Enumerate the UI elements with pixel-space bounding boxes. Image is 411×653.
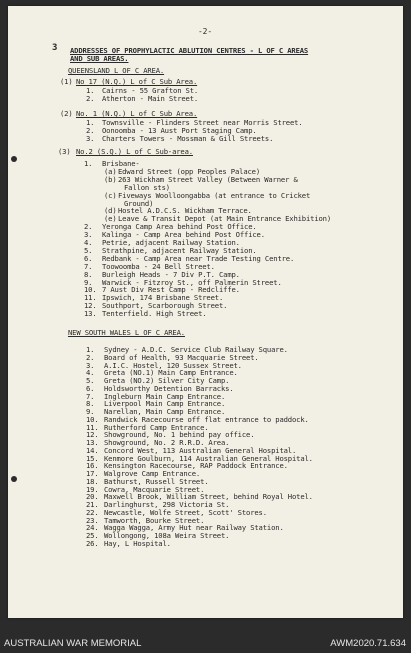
item-number: (e)	[104, 214, 117, 224]
group-title: No. 1 (N.Q.) L of C Sub Area.	[76, 109, 198, 118]
page-number: -2-	[198, 27, 212, 36]
item-number: 1.	[86, 345, 95, 354]
address-entry: Holdsworthy Detention Barracks.	[104, 383, 234, 393]
address-entry: Toowoomba - 24 Bell Street.	[102, 261, 215, 271]
address-entry: A.I.C. Hostel, 120 Sussex Street.	[104, 360, 242, 370]
section-mark: 3	[52, 43, 58, 53]
address-entry: 7 Aust Div Rest Camp - Redcliffe.	[102, 285, 240, 295]
item-number: (d)	[104, 206, 117, 216]
item-number: 1.	[86, 118, 95, 127]
item-number: 20.	[86, 492, 99, 502]
address-entry: Yeronga Camp Area behind Post Office.	[102, 222, 257, 232]
footer-accession-number: AWM2020.71.634	[330, 638, 406, 649]
address-entry: Fiveways Woolloongabba (at entrance to Cricket	[118, 190, 311, 200]
address-entry: Edward Street (opp Peoples Palace)	[118, 166, 261, 176]
item-number: 19.	[86, 484, 99, 494]
queensland-section-title: QUEENSLAND L OF C AREA.	[68, 66, 165, 75]
address-entry: Charters Towers - Mossman & Gill Streets.	[102, 133, 274, 143]
item-number: 5.	[84, 245, 93, 255]
address-entry: Sydney - A.D.C. Service Club Railway Square.	[104, 345, 288, 354]
address-entry: Darlinghurst, 298 Victoria St.	[104, 500, 230, 509]
item-number: 5.	[86, 376, 95, 385]
address-entry: Narellan, Main Camp Entrance.	[104, 407, 226, 416]
address-entry: Kenmore Goulburn, 114 Australian General Hospital.	[104, 453, 313, 463]
address-entry: Wagga Wagga, Army Hut near Railway Station.	[104, 523, 284, 533]
address-entry: Showground, No. 1 behind pay office.	[104, 430, 255, 440]
item-number: 9.	[84, 277, 93, 287]
item-number: 2.	[84, 222, 93, 232]
address-entry: Walgrove Camp Entrance.	[104, 469, 201, 478]
item-number: 17.	[86, 469, 99, 478]
item-number: 14.	[86, 445, 99, 455]
item-number: 12.	[84, 301, 97, 311]
item-number: 13.	[84, 309, 97, 319]
address-entry: Wollongong, 108a Weira Street.	[104, 531, 230, 540]
address-entry: Showground, No. 2 R.R.D. Area.	[104, 438, 230, 447]
item-number: 8.	[86, 399, 95, 409]
item-number: 15.	[86, 453, 99, 463]
item-number: 21.	[86, 500, 99, 509]
punch-hole	[11, 156, 17, 162]
item-number: 8.	[84, 269, 93, 279]
address-entry: Concord West, 113 Australian General Hospital.	[104, 445, 297, 455]
address-entry: Ingleburn Main Camp Entrance.	[104, 391, 226, 401]
item-number: 4.	[86, 368, 95, 378]
item-number: 18.	[86, 476, 99, 486]
item-number: 1.	[86, 86, 95, 95]
item-number: 3.	[86, 133, 95, 143]
item-number: (a)	[104, 166, 117, 176]
address-entry: Tenterfield. High Street.	[102, 309, 207, 319]
address-entry: Brisbane-	[102, 159, 140, 168]
address-entry: Hay, L Hospital.	[104, 538, 171, 548]
address-entry: Atherton - Main Street.	[102, 93, 199, 103]
address-entry: Kensington Racecourse, RAP Paddock Entrance.	[104, 461, 288, 471]
address-entry: Redbank - Camp Area near Trade Testing Centre.	[102, 253, 295, 263]
item-number: 9.	[86, 407, 95, 416]
item-number: (c)	[104, 190, 117, 200]
group-marker: (2)	[60, 109, 73, 118]
item-number: 23.	[86, 515, 99, 525]
address-entry: Kalinga - Camp Area behind Post Office.	[102, 230, 265, 240]
item-number: 13.	[86, 438, 99, 447]
item-number: 16.	[86, 461, 99, 471]
address-entry: Fallon sts)	[124, 182, 170, 192]
item-number: 12.	[86, 430, 99, 440]
item-number: 2.	[86, 125, 95, 135]
item-number: 6.	[86, 383, 95, 393]
item-number: 7.	[84, 261, 93, 271]
item-number: (b)	[104, 174, 117, 184]
address-entry: Board of Health, 93 Macquarie Street.	[104, 352, 259, 362]
address-entry: Newcastle, Wolfe Street, Scott' Stores.	[104, 507, 267, 517]
item-number: 6.	[84, 253, 93, 263]
item-number: 11.	[86, 422, 99, 432]
item-number: 22.	[86, 507, 99, 517]
document-heading-continued: AND SUB AREAS.	[70, 54, 129, 63]
item-number: 26.	[86, 538, 99, 548]
group-marker: (1)	[60, 77, 73, 86]
footer-bar	[0, 634, 411, 653]
address-entry: 263 Wickham Street Valley (Between Warner &	[118, 174, 298, 184]
item-number: 3.	[84, 230, 93, 240]
address-entry: Oonoomba - 13 Aust Port Staging Camp.	[102, 125, 257, 135]
address-entry: Liverpool Main Camp Entrance.	[104, 399, 226, 409]
address-entry: Townsville - Flinders Street near Morris Street.	[102, 118, 303, 127]
item-number: 10.	[86, 414, 99, 424]
item-number: 1.	[84, 159, 93, 168]
punch-hole	[11, 476, 17, 482]
address-entry: Ground)	[124, 198, 154, 208]
document-heading: ADDRESSES OF PROPHYLACTIC ABLUTION CENTRES - L OF C AREAS	[70, 46, 309, 55]
nsw-section-title: NEW SOUTH WALES L OF C AREA.	[68, 328, 185, 337]
address-entry: Hostel A.D.C.S. Wickham Terrace.	[118, 206, 252, 216]
footer-institution: AUSTRALIAN WAR MEMORIAL	[4, 638, 142, 649]
address-entry: Bathurst, Russell Street.	[104, 476, 209, 486]
address-entry: Rutherford Camp Entrance.	[104, 422, 209, 432]
address-entry: Cairns - 55 Grafton St.	[102, 86, 199, 95]
address-entry: Tamworth, Bourke Street.	[104, 515, 205, 525]
address-entry: Ipswich, 174 Brisbane Street.	[102, 293, 224, 303]
address-entry: Greta (NO.1) Main Camp Entrance.	[104, 368, 238, 378]
document-page	[8, 6, 403, 618]
group-marker: (3)	[58, 147, 71, 156]
address-entry: Cowra, Macquarie Street.	[104, 484, 205, 494]
item-number: 24.	[86, 523, 99, 533]
group-title: No.2 (S.Q.) L of C Sub-area.	[76, 147, 193, 156]
address-entry: Greta (NO.2) Silver City Camp.	[104, 376, 230, 385]
address-entry: Randwick Racecourse off flat entrance to paddock.	[104, 414, 309, 424]
item-number: 3.	[86, 360, 95, 370]
group-title: No 17 (N.Q.) L of C Sub Area.	[76, 77, 198, 86]
address-entry: Warwick - Fitzroy St., off Palmerin Street.	[102, 277, 282, 287]
item-number: 2.	[86, 352, 95, 362]
address-entry: Leave & Transit Depot (at Main Entrance Exhibition)	[118, 214, 332, 224]
item-number: 10.	[84, 285, 97, 295]
item-number: 7.	[86, 391, 95, 401]
item-number: 2.	[86, 93, 95, 103]
item-number: 11.	[84, 293, 97, 303]
address-entry: Southport, Scarborough Street.	[102, 301, 228, 311]
item-number: 4.	[84, 238, 93, 247]
address-entry: Petrie, adjacent Railway Station.	[102, 238, 240, 247]
address-entry: Burleigh Heads - 7 Div P.T. Camp.	[102, 269, 240, 279]
address-entry: Maxwell Brook, William Street, behind Royal Hotel.	[104, 492, 313, 502]
address-entry: Strathpine, adjacent Railway Station.	[102, 245, 257, 255]
item-number: 25.	[86, 531, 99, 540]
